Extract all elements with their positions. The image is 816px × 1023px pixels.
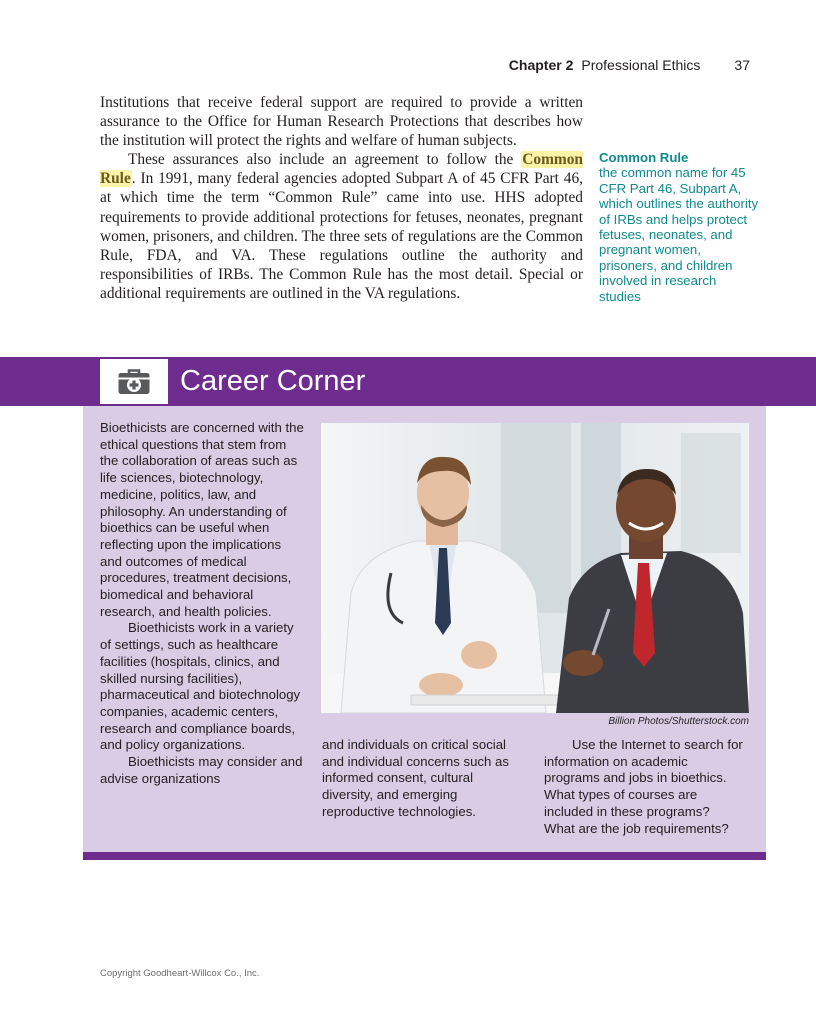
- career-corner-title: Career Corner: [180, 365, 366, 397]
- medical-briefcase-icon: [117, 368, 151, 396]
- copyright-footer: Copyright Goodheart-Willcox Co., Inc.: [100, 968, 260, 979]
- career-paragraph-1: Bioethicists are concerned with the ethical questions that stem from the collaboration of areas such as life sciences, biotechnology, medicine, politics, law, and philosophy. An understanding of bioethics can be useful when reflecting upon the implications and outcomes of medical procedures, treatment decisions, biomedical and behavioral research, and health policies.: [100, 420, 304, 619]
- career-activity-paragraph: Use the Internet to search for information on academic programs and jobs in bioethics. What types of courses are included in these programs? What are the job requirements?: [544, 737, 743, 836]
- career-paragraph-3-start: Bioethicists may consider and advise organizations: [100, 754, 303, 786]
- running-head: [509, 57, 750, 73]
- body-paragraph-2-start: These assurances also include an agreement to follow the: [128, 151, 522, 169]
- margin-glossary: [599, 150, 759, 304]
- career-corner-icon-box: [100, 359, 168, 404]
- glossary-term: Common Rule: [599, 150, 689, 165]
- glossary-definition: the common name for 45 CFR Part 46, Subpart A, which outlines the authority of IRBs and helps protect fetuses, neonates, and pregnant women, prisoners, and children involved in research studies: [599, 165, 759, 304]
- main-body-text: [100, 93, 583, 303]
- key-term-common-rule: Common Rule: [100, 151, 583, 188]
- photo-illustration: [321, 423, 749, 713]
- career-column-2: [322, 737, 522, 821]
- body-paragraph-2-rest: . In 1991, many federal agencies adopted Subpart A of 45 CFR Part 46, at which time the term “Common Rule” came into use. HHS adopted requirements to provide additional protections for fetuses, neonates, pregnant women, prisoners, and children. The three sets of regulations are the Common Rule, FDA, and VA. These regulations outline the authority and responsibilities of IRBs. The Common Rule has the most detail. Special or additional requirements are outlined in the VA regulations.: [100, 170, 583, 302]
- career-column-1: [100, 420, 305, 787]
- career-paragraph-3-continued: and individuals on critical social and individual concerns such as informed consent, cultural diversity, and emerging reproductive technologies.: [322, 737, 509, 819]
- chapter-label: Chapter 2: [508, 57, 574, 73]
- career-corner-bottom-bar: [83, 852, 766, 860]
- body-paragraph-2: [100, 150, 583, 303]
- career-column-3: [544, 737, 744, 837]
- body-paragraph-1: Institutions that receive federal support are required to provide a written assurance to the Office for Human Research Protections that describes how the institution will protect the rights and welfare of human subjects.: [100, 94, 583, 150]
- chapter-title: Professional Ethics: [581, 57, 701, 73]
- photo-doctor-and-businessman: [321, 423, 749, 713]
- photo-credit: Billion Photos/Shutterstock.com: [608, 716, 749, 727]
- page-number: 37: [734, 57, 750, 73]
- career-paragraph-2: Bioethicists work in a variety of settings, such as healthcare facilities (hospitals, clinics, and skilled nursing facilities), pharmaceutical and biotechnology companies, academic centers, research and compliance boards, and policy organizations.: [100, 620, 301, 753]
